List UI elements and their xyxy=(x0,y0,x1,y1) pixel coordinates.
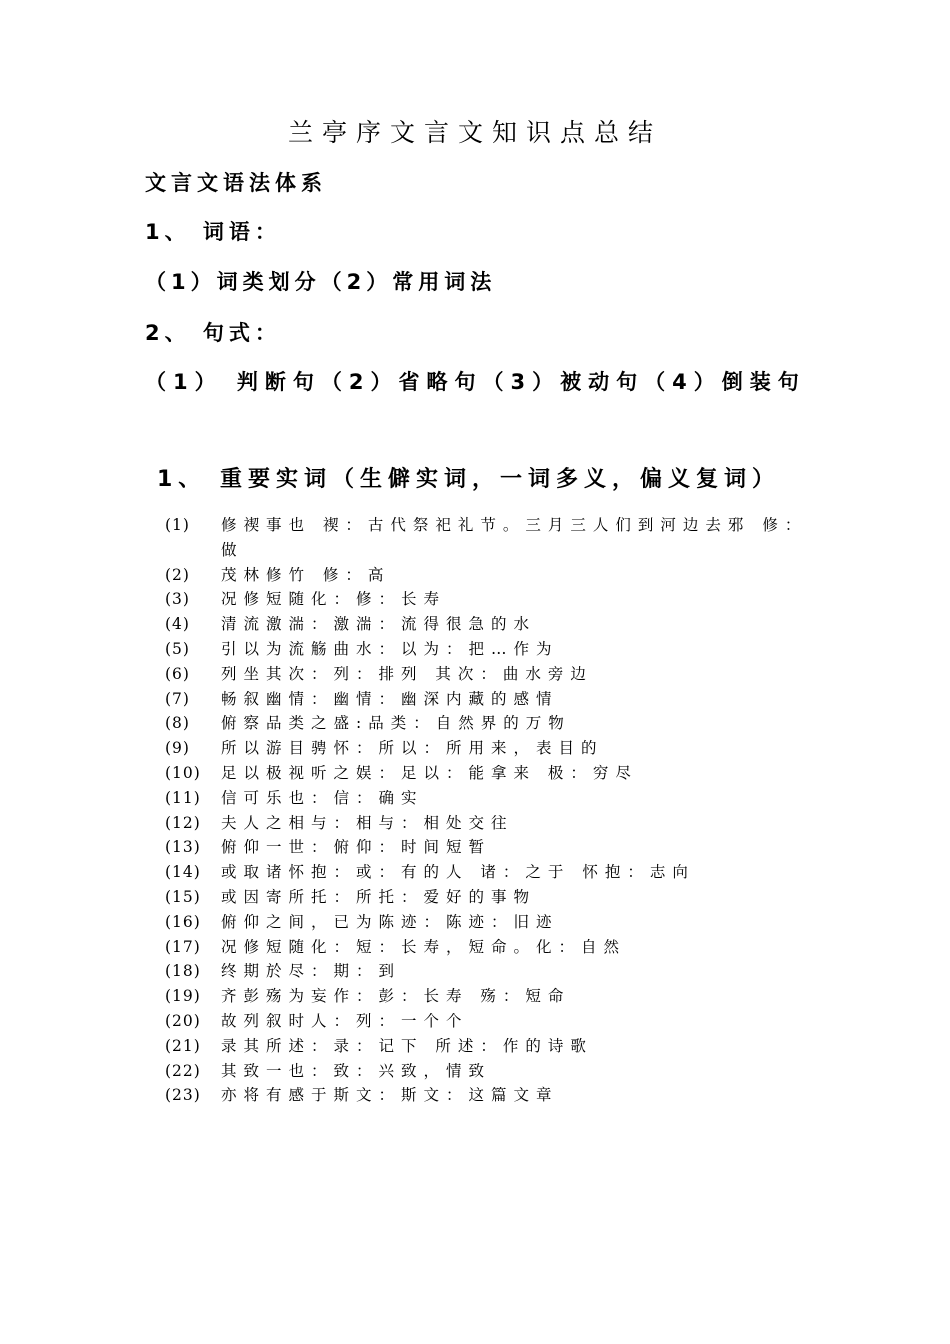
vocab-number: (21) xyxy=(165,1036,201,1055)
vocab-text: 列坐其次：列：排列 其次：曲水旁边 xyxy=(221,664,593,683)
vocab-number: (11) xyxy=(165,788,201,807)
vocab-number: (5) xyxy=(165,639,190,658)
vocab-number: (1) xyxy=(165,516,190,534)
vocab-item xyxy=(165,736,815,761)
vocab-item xyxy=(165,1009,815,1034)
vocab-item xyxy=(165,860,815,885)
vocab-item xyxy=(165,935,815,960)
vocab-number: (7) xyxy=(165,689,190,708)
vocab-text: 其致一也：致：兴致，情致 xyxy=(221,1061,492,1080)
vocab-item xyxy=(165,563,815,588)
vocab-text: 亦将有感于斯文：斯文：这篇文章 xyxy=(221,1086,559,1105)
vocab-item xyxy=(165,835,815,860)
document-title: 兰亭序文言文知识点总结 xyxy=(287,118,662,147)
vocab-number: (9) xyxy=(165,739,190,758)
vocab-number: (3) xyxy=(165,590,190,609)
vocab-number: (19) xyxy=(165,987,201,1006)
vocab-text: 清流激湍：激湍：流得很急的水 xyxy=(221,615,537,634)
vocab-number: (12) xyxy=(165,813,201,832)
sentence-pattern-heading: 2、 句式： xyxy=(145,321,281,345)
vocab-text: 引以为流觞曲水：以为：把…作为 xyxy=(221,639,559,658)
words-subheading: （1）词类划分（2）常用词法 xyxy=(145,270,497,294)
key-words-section-heading: 1、 重要实词（生僻实词，一词多义，偏义复词） xyxy=(157,467,780,492)
vocab-number: (20) xyxy=(165,1011,201,1030)
vocab-number: (4) xyxy=(165,615,190,634)
vocab-number: (8) xyxy=(165,714,190,733)
vocab-text: 或取诸怀抱：或：有的人 诸：之于 怀抱：志向 xyxy=(221,863,695,882)
vocab-text: 或因寄所托：所托：爱好的事物 xyxy=(221,887,537,906)
vocab-text: 畅叙幽情：幽情：幽深内藏的感情 xyxy=(221,689,559,708)
vocab-text: 信可乐也：信：确实 xyxy=(221,788,424,807)
vocab-number: (13) xyxy=(165,838,201,857)
vocab-number: (17) xyxy=(165,937,201,956)
words-heading: 1、 词语： xyxy=(145,220,281,244)
vocab-number: (14) xyxy=(165,863,201,882)
vocab-item xyxy=(165,662,815,687)
vocab-list xyxy=(165,513,815,1108)
vocab-number: (15) xyxy=(165,887,201,906)
vocab-item xyxy=(165,513,815,563)
vocab-number: (23) xyxy=(165,1086,201,1105)
vocab-item xyxy=(165,637,815,662)
vocab-text: 夫人之相与：相与：相处交往 xyxy=(221,813,514,832)
sentence-pattern-subheading: （1） 判断句（2）省略句（3）被动句（4）倒装句 xyxy=(145,370,806,394)
vocab-text: 修禊事也 禊：古代祭祀礼节。三月三人们到河边去邪 修：做 xyxy=(221,516,808,559)
vocab-text: 故列叙时人：列：一个个 xyxy=(221,1011,469,1030)
vocab-text: 俯察品类之盛:品类：自然界的万物 xyxy=(221,714,571,733)
vocab-item xyxy=(165,1083,815,1108)
vocab-item xyxy=(165,687,815,712)
vocab-number: (6) xyxy=(165,664,190,683)
vocab-text: 录其所述：录：记下 所述：作的诗歌 xyxy=(221,1036,593,1055)
vocab-item xyxy=(165,959,815,984)
vocab-item xyxy=(165,587,815,612)
vocab-text: 所以游目骋怀：所以：所用来，表目的 xyxy=(221,739,604,758)
vocab-number: (22) xyxy=(165,1061,201,1080)
vocab-item xyxy=(165,761,815,786)
vocab-item xyxy=(165,885,815,910)
vocab-item xyxy=(165,1059,815,1084)
vocab-number: (18) xyxy=(165,962,201,981)
vocab-text: 况修短随化：修：长寿 xyxy=(221,590,447,609)
vocab-text: 齐彭殇为妄作：彭：长寿 殇：短命 xyxy=(221,987,571,1006)
vocab-text: 俯仰一世：俯仰：时间短暂 xyxy=(221,838,492,857)
vocab-number: (2) xyxy=(165,565,190,584)
vocab-item xyxy=(165,1034,815,1059)
vocab-item xyxy=(165,910,815,935)
vocab-item xyxy=(165,711,815,736)
vocab-item xyxy=(165,811,815,836)
vocab-text: 茂林修竹 修：高 xyxy=(221,565,391,584)
vocab-text: 足以极视听之娱：足以：能拿来 极：穷尽 xyxy=(221,763,638,782)
vocab-item xyxy=(165,612,815,637)
grammar-system-heading: 文言文语法体系 xyxy=(145,171,327,195)
vocab-number: (10) xyxy=(165,763,201,782)
vocab-item xyxy=(165,786,815,811)
vocab-text: 况修短随化：短：长寿，短命。化：自然 xyxy=(221,937,627,956)
vocab-item xyxy=(165,984,815,1009)
vocab-text: 俯仰之间，已为陈迹：陈迹：旧迹 xyxy=(221,912,559,931)
vocab-number: (16) xyxy=(165,912,201,931)
vocab-text: 终期於尽：期：到 xyxy=(221,962,402,981)
